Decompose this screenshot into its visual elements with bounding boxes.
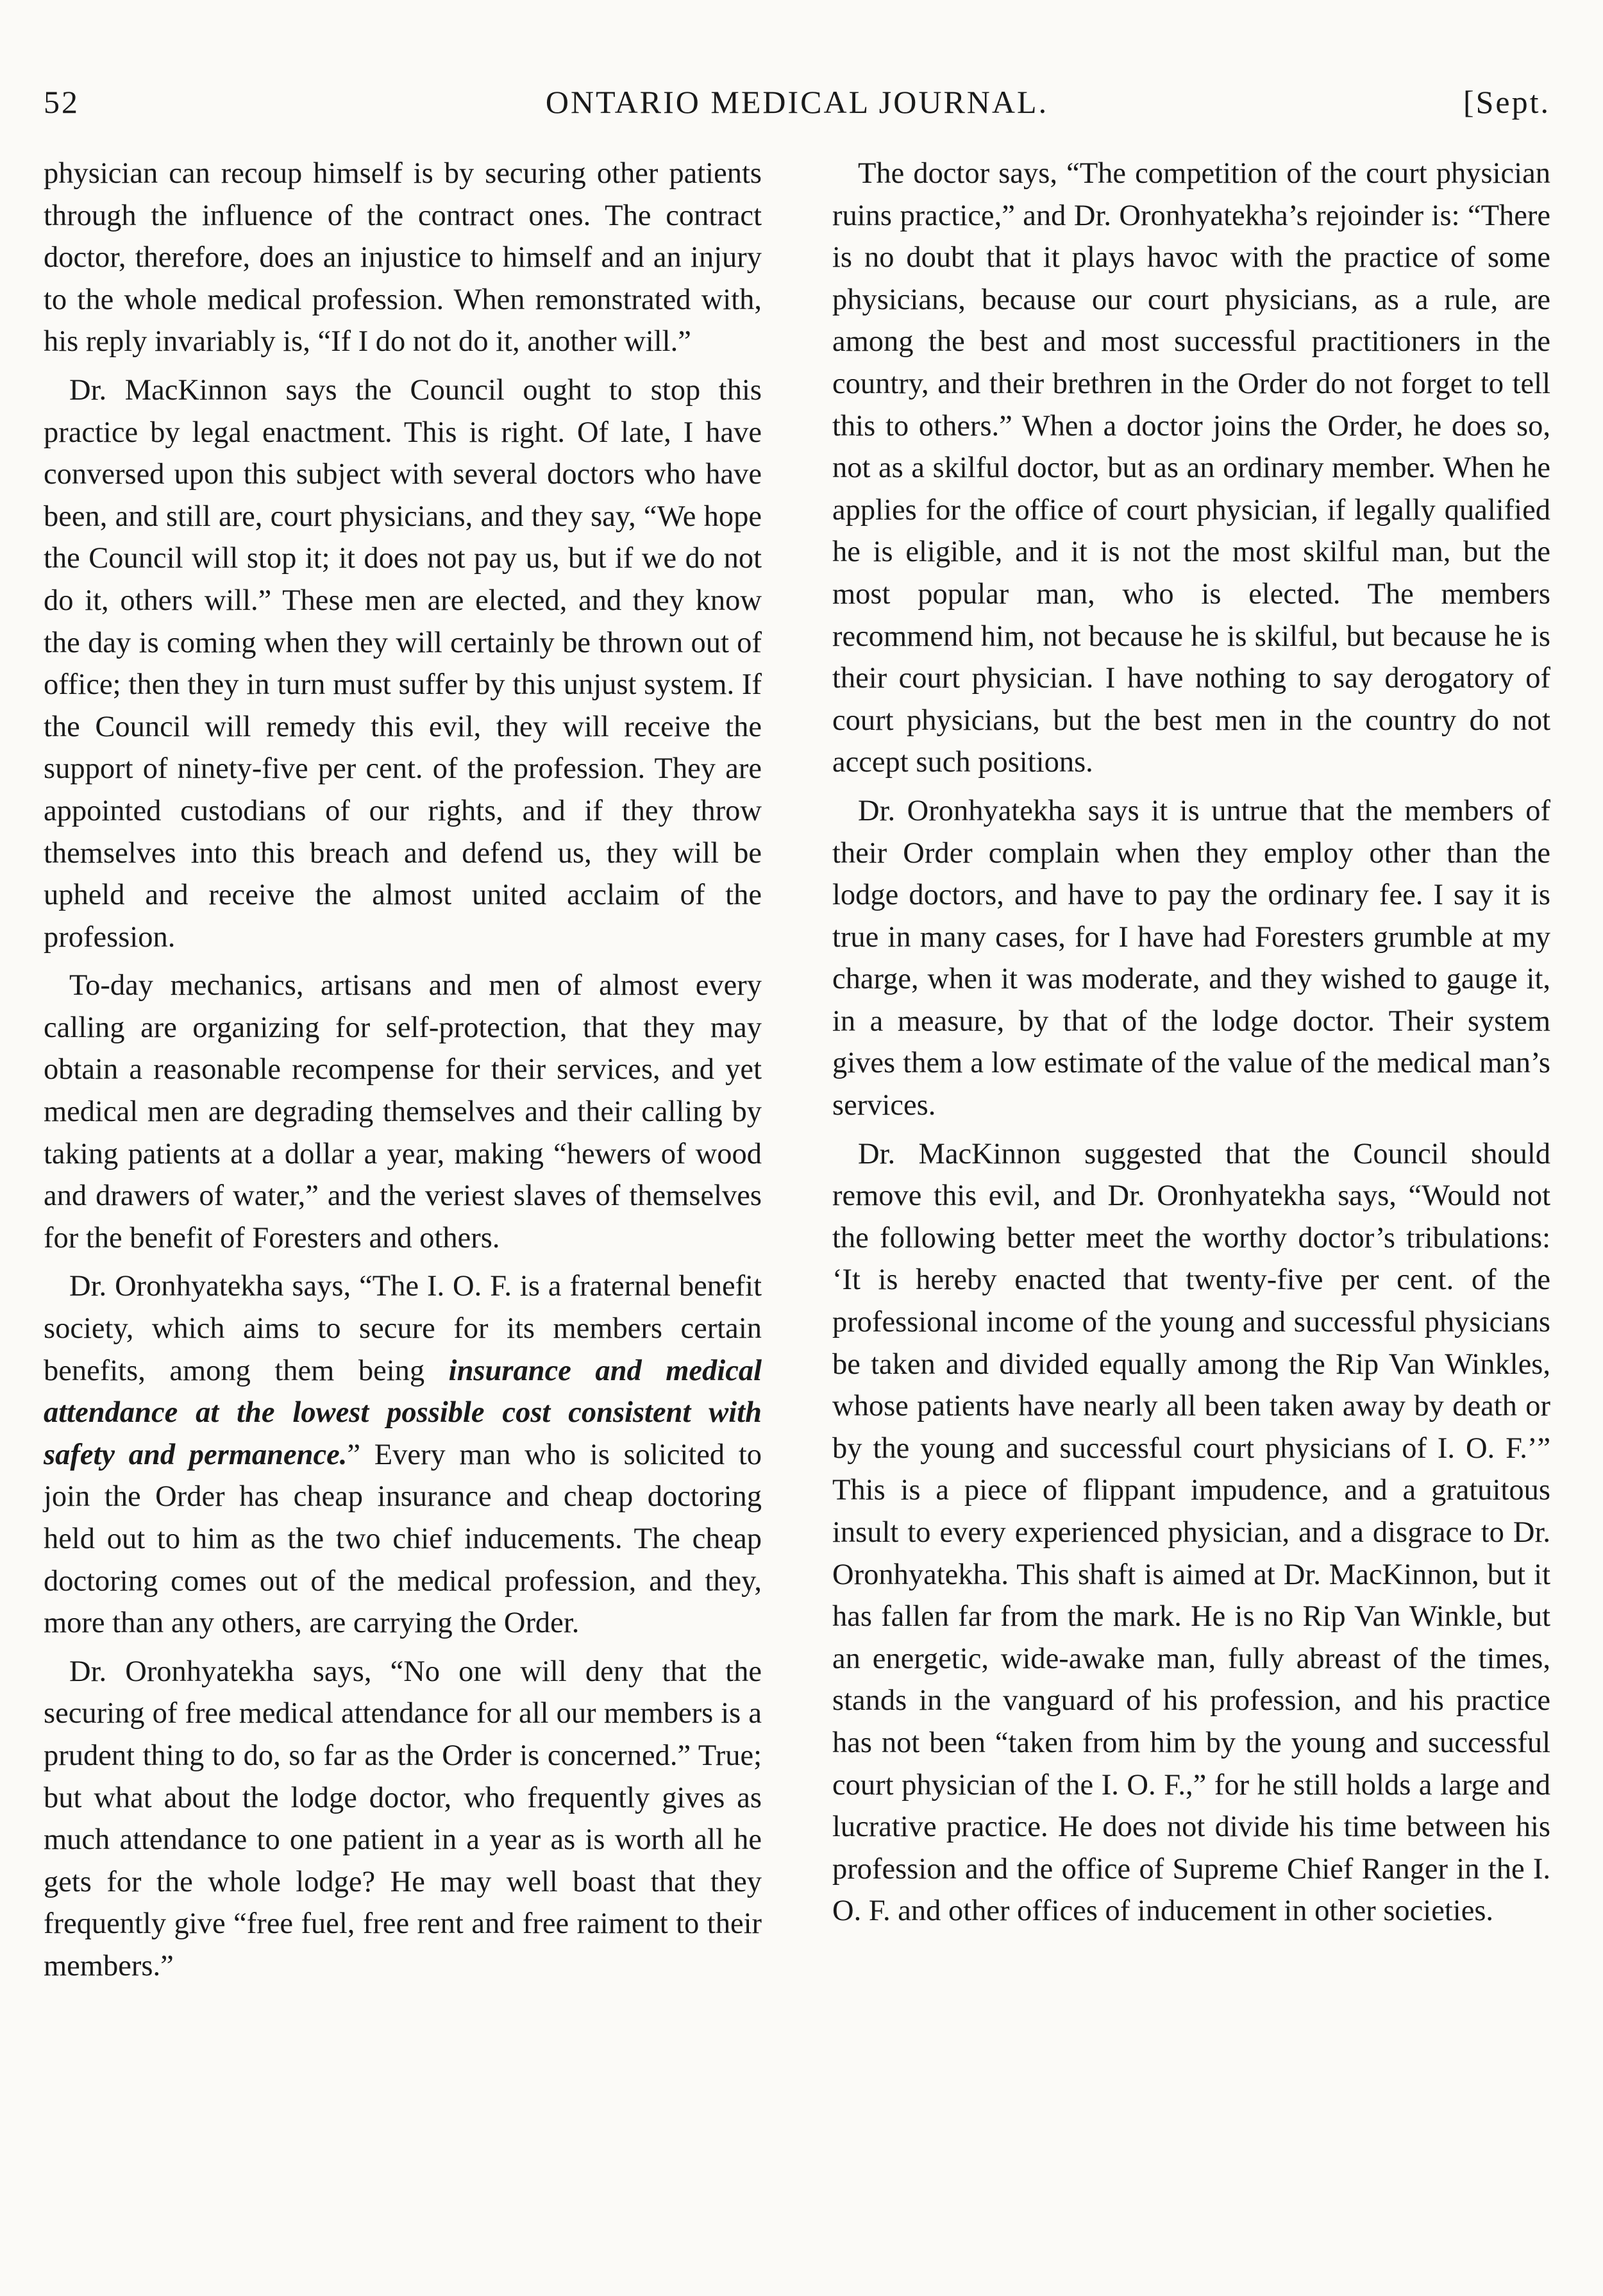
running-head [44, 71, 1550, 128]
text-columns [44, 153, 1550, 1988]
right-column [832, 153, 1550, 1988]
month-tag: [Sept. [1463, 84, 1550, 120]
journal-page [44, 71, 1550, 2277]
paragraph-text: ” Every man who is solicited to join the Order has cheap insurance and cheap doctoring held out to him as the two chief inducements. The cheap doctoring comes out of the medical profession, and they, more than any others, are carrying the Order. [44, 1438, 762, 1640]
paragraph: physician can recoup himself is by securing other patients through the influence of the contract ones. The contract doctor, therefore, does an injustice to himself and an injury to the whole medical profession. When remonstrated with, his reply invariably is, “If I do not do it, another will.” [44, 157, 762, 359]
left-column [44, 153, 762, 1988]
italic-quotation: insurance and medical attendance at the lowest possible cost consistent with safety and permanence. [44, 1354, 762, 1471]
paragraph: The doctor says, “The competition of the court physician ruins practice,” and Dr. Oronhyatekha’s rejoinder is: “There is no doubt that it plays havoc with the practice of some physicians, because our court physicians, as a rule, are among the best and most successful practitioners in the country, and their brethren in the Order do not forget to tell this to others.” When a doctor joins the Order, he does so, not as a skilful doctor, but as an ordinary member. When he applies for the office of court physician, if legally qualified he is eligible, and it is not the most skilful man, but the most popular man, who is elected. The members recommend him, not because he is skilful, but because he is their court physician. I have nothing to say derogatory of court physicians, but the best men in the country do not accept such positions. [832, 157, 1550, 779]
paragraph: Dr. Oronhyatekha says, “No one will deny that the securing of free medical attendance for all our members is a prudent thing to do, so far as the Order is concerned.” True; but what about the lodge doctor, who frequently gives as much attendance to one patient in a year as is worth all he gets for the whole lodge? He may well boast that they frequently give “free fuel, free rent and free raiment to their members.” [44, 1655, 762, 1982]
paragraph-text: Dr. Oronhyatekha says, “The I. O. F. is a fraternal benefit society, which aims to secure for its members certain benefits, among them being [44, 1270, 762, 1387]
paragraph: Dr. MacKinnon says the Council ought to stop this practice by legal enactment. This is right. Of late, I have conversed upon this subject with several doctors who have been, and still are, court physicians, and they say, “We hope the Council will stop it; it does not pay us, but if we do not do it, others will.” These men are elected, and they know the day is coming when they will certainly be thrown out of office; then they in turn must suffer by this unjust system. If the Council will remedy this evil, they will receive the support of ninety-five per cent. of the profession. They are appointed custodians of our rights, and if they throw themselves into this breach and defend us, they will be upheld and receive the almost united acclaim of the profession. [44, 373, 762, 954]
paragraph: Dr. Oronhyatekha says it is untrue that the members of their Order complain when they employ other than the lodge doctors, and have to pay the ordinary fee. I say it is true in many cases, for I have had Foresters grumble at my charge, when it was moderate, and they wished to gauge it, in a measure, by that of the lodge doctor. Their system gives them a low estimate of the value of the medical man’s services. [832, 794, 1550, 1122]
paragraph: To-day mechanics, artisans and men of almost every calling are organizing for self-protection, that they may obtain a reasonable recompense for their services, and yet medical men are degrading themselves and their calling by taking patients at a dollar a year, making “hewers of wood and drawers of water,” and the veriest slaves of themselves for the benefit of Foresters and others. [44, 969, 762, 1254]
paragraph [44, 1265, 762, 1644]
journal-title: ONTARIO MEDICAL JOURNAL. [545, 84, 1049, 120]
page-number: 52 [44, 84, 80, 120]
paragraph: Dr. MacKinnon suggested that the Council should remove this evil, and Dr. Oronhyatekha says, “Would not the following better meet the worthy doctor’s tribulations: ‘It is hereby enacted that twenty-five per cent. of the professional income of the young and successful physicians be taken and divided equally among the Rip Van Winkles, whose patients have nearly all been taken away by death or by the young and successful court physicians of I. O. F.’” This is a piece of flippant impudence, and a gratuitous insult to every experienced physician, and a disgrace to Dr. Oronhyatekha. This shaft is aimed at Dr. MacKinnon, but it has fallen far from the mark. He is no Rip Van Winkle, but an energetic, wide-awake man, fully abreast of the times, stands in the vanguard of his profession, and his practice has not been “taken from him by the young and successful court physician of the I. O. F.,” for he still holds a large and lucrative practice. He does not divide his time between his profession and the office of Supreme Chief Ranger in the I. O. F. and other offices of inducement in other societies. [832, 1137, 1550, 1928]
